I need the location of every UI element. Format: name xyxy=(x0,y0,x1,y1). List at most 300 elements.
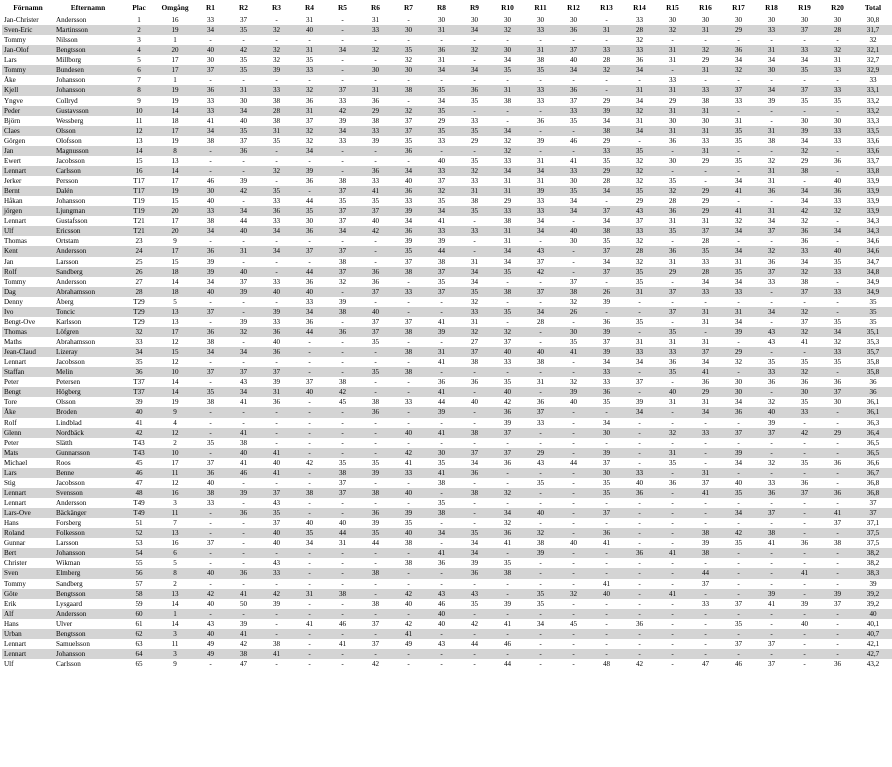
table-cell: 32 xyxy=(668,187,677,196)
table-cell: - xyxy=(407,549,410,558)
table-cell: - xyxy=(539,126,542,135)
table-cell: 34 xyxy=(503,257,512,266)
table-cell: 35 xyxy=(135,358,143,367)
table-cell: 31 xyxy=(503,227,512,236)
table-cell: - xyxy=(737,418,740,427)
table-cell: 38 xyxy=(206,398,215,407)
table-cell: - xyxy=(770,106,773,115)
table-cell: 37 xyxy=(701,348,710,357)
table-cell: 32 xyxy=(135,327,143,336)
table-cell: 36 xyxy=(305,96,314,105)
table-cell: - xyxy=(704,649,707,658)
table-cell: 31 xyxy=(635,86,644,95)
table-cell: 39 xyxy=(239,177,248,185)
table-cell: 40 xyxy=(305,26,314,35)
table-cell: 35 xyxy=(635,317,644,326)
table-cell: 34,8 xyxy=(866,267,880,276)
table-cell: 35 xyxy=(635,277,644,286)
table-cell: 13 xyxy=(171,156,179,165)
table-cell: 39 xyxy=(272,66,281,75)
table-cell: 32 xyxy=(767,156,776,165)
table-cell: 6 xyxy=(173,549,177,558)
table-cell: 31 xyxy=(668,257,677,266)
table-cell: - xyxy=(737,579,740,588)
table-cell: 35 xyxy=(239,66,248,75)
table-cell: 33 xyxy=(602,378,611,387)
table-cell: 34,9 xyxy=(866,277,880,286)
table-cell: - xyxy=(572,317,575,326)
table-cell: 31 xyxy=(668,126,677,135)
table-cell: 30 xyxy=(668,116,677,125)
table-cell: 39,2 xyxy=(866,589,880,598)
table-cell: 38 xyxy=(536,539,545,548)
table-cell: 31 xyxy=(635,338,644,346)
table-cell: 29 xyxy=(734,348,743,357)
table-cell: - xyxy=(341,166,344,175)
table-cell: - xyxy=(275,549,278,558)
table-row xyxy=(2,186,892,196)
table-cell: - xyxy=(770,579,773,588)
table-cell: - xyxy=(671,639,674,648)
table-cell: - xyxy=(572,509,575,518)
table-cell: 28 xyxy=(701,267,710,276)
table-cell: - xyxy=(836,408,839,417)
table-cell: - xyxy=(473,660,476,668)
table-cell: 37 xyxy=(206,539,215,548)
table-cell: 44 xyxy=(701,569,710,578)
last-name-cell: Högberg xyxy=(56,388,81,397)
table-cell: 37 xyxy=(404,257,413,266)
table-cell: 35 xyxy=(602,478,611,487)
table-cell: - xyxy=(506,649,509,658)
table-cell: 33 xyxy=(338,136,347,145)
table-cell: 31 xyxy=(701,468,710,477)
last-name-cell: Bengtsson xyxy=(56,629,86,638)
table-cell: 37 xyxy=(833,599,842,608)
last-name-cell: Ljungman xyxy=(56,207,86,216)
table-cell: - xyxy=(440,569,443,578)
last-name-cell: Nilsson xyxy=(56,36,78,45)
table-cell: 29 xyxy=(701,187,710,196)
table-cell: 19 xyxy=(171,398,179,407)
table-cell: 29 xyxy=(701,388,710,397)
table-cell: 34 xyxy=(503,509,512,518)
table-cell: - xyxy=(704,629,707,638)
table-cell: - xyxy=(572,488,575,497)
table-cell: 14 xyxy=(135,146,143,155)
table-row xyxy=(2,65,892,75)
table-cell: 32 xyxy=(404,106,413,115)
table-cell: - xyxy=(836,36,839,45)
table-cell: - xyxy=(638,639,641,648)
table-cell: - xyxy=(308,398,311,407)
table-cell: 36 xyxy=(767,378,776,387)
table-cell: 30 xyxy=(767,66,776,75)
table-cell: - xyxy=(539,428,542,437)
table-cell: 35 xyxy=(404,519,413,528)
table-cell: 34 xyxy=(800,136,809,145)
table-cell: - xyxy=(671,66,674,75)
table-cell: 36 xyxy=(206,468,215,477)
table-cell: 40 xyxy=(437,609,446,618)
table-cell: 33 xyxy=(800,247,809,256)
first-name-cell: Denny xyxy=(4,297,23,306)
table-cell: 47 xyxy=(701,660,710,668)
table-cell: - xyxy=(638,539,641,548)
table-cell: - xyxy=(374,579,377,588)
table-cell: 13 xyxy=(171,529,179,538)
table-cell: 14 xyxy=(171,277,179,286)
table-cell: 37 xyxy=(800,287,809,296)
table-cell: 30 xyxy=(239,96,248,105)
table-row xyxy=(2,75,892,85)
table-row xyxy=(2,226,892,236)
table-cell: 44 xyxy=(305,327,314,336)
table-cell: 31 xyxy=(536,46,545,55)
table-cell: 35 xyxy=(767,358,776,367)
table-row xyxy=(2,307,892,317)
table-cell: - xyxy=(374,156,377,165)
table-cell: T17 xyxy=(133,187,145,196)
table-cell: 31 xyxy=(833,56,842,65)
table-cell: 33 xyxy=(767,277,776,286)
table-cell: 36 xyxy=(437,46,446,55)
table-cell: - xyxy=(275,358,278,367)
last-name-cell: Jacobsson xyxy=(56,156,85,165)
table-cell: 36 xyxy=(569,26,578,35)
table-cell: 42 xyxy=(135,428,143,437)
table-cell: - xyxy=(638,519,641,528)
table-cell: 32 xyxy=(602,66,611,75)
table-cell: 41 xyxy=(437,428,446,437)
first-name-cell: Yngve xyxy=(4,96,23,105)
table-cell: - xyxy=(671,438,674,447)
table-cell: - xyxy=(275,408,278,417)
table-cell: 35 xyxy=(734,136,743,145)
table-cell: - xyxy=(209,529,212,538)
table-cell: - xyxy=(803,649,806,658)
table-cell: 38 xyxy=(437,478,446,487)
table-cell: 29 xyxy=(668,267,677,276)
table-cell: 34 xyxy=(536,619,545,628)
table-cell: - xyxy=(572,579,575,588)
table-cell: 39 xyxy=(239,287,248,296)
table-cell: 31 xyxy=(701,126,710,135)
table-cell: - xyxy=(671,317,674,326)
table-cell: 34 xyxy=(734,277,743,286)
first-name-cell: Görgen xyxy=(4,136,26,145)
table-cell: 19 xyxy=(171,86,179,95)
table-cell: - xyxy=(671,509,674,518)
table-cell: 34 xyxy=(767,307,776,316)
first-name-cell: Kent xyxy=(4,247,18,256)
table-cell: 28 xyxy=(135,287,143,296)
table-cell: - xyxy=(374,247,377,256)
table-cell: - xyxy=(275,609,278,618)
last-name-cell: Larsson xyxy=(56,539,79,548)
table-cell: 39 xyxy=(206,267,215,276)
first-name-cell: Tommy xyxy=(4,66,26,75)
table-cell: 34 xyxy=(239,207,248,216)
table-cell: 32 xyxy=(569,378,578,387)
table-cell: 2 xyxy=(137,26,141,35)
table-cell: - xyxy=(737,197,740,206)
table-cell: - xyxy=(242,338,245,346)
table-cell: 31 xyxy=(305,106,314,115)
first-name-cell: Hans xyxy=(4,619,19,628)
table-cell: 28 xyxy=(602,177,611,185)
first-name-cell: Mats xyxy=(4,448,19,457)
table-cell: 42 xyxy=(206,589,215,598)
table-cell: - xyxy=(836,499,839,507)
table-cell: 36 xyxy=(635,488,644,497)
table-cell: - xyxy=(671,378,674,387)
table-cell: 37 xyxy=(371,207,380,216)
table-cell: 36 xyxy=(767,187,776,196)
table-cell: - xyxy=(572,468,575,477)
table-row xyxy=(2,558,892,568)
table-cell: - xyxy=(407,579,410,588)
table-cell: 35 xyxy=(272,509,281,518)
table-row xyxy=(2,458,892,468)
table-cell: - xyxy=(803,559,806,568)
results-table xyxy=(2,0,892,669)
table-cell: 14 xyxy=(171,106,179,115)
table-cell: 33 xyxy=(305,66,314,75)
table-cell: 35 xyxy=(272,187,281,196)
table-cell: 34 xyxy=(206,26,215,35)
table-cell: 35 xyxy=(833,358,842,367)
column-header: R4 xyxy=(304,3,315,12)
table-cell: 13 xyxy=(171,589,179,598)
table-row xyxy=(2,468,892,478)
last-name-cell: Olsson xyxy=(56,398,76,407)
table-cell: - xyxy=(671,649,674,658)
table-cell: - xyxy=(440,438,443,447)
table-cell: 32 xyxy=(833,338,842,346)
column-header: R8 xyxy=(436,3,447,12)
table-cell: 29 xyxy=(602,166,611,175)
table-cell: - xyxy=(638,428,641,437)
table-cell: - xyxy=(341,26,344,35)
table-cell: 38 xyxy=(272,96,281,105)
table-cell: - xyxy=(275,36,278,45)
table-cell: 34 xyxy=(305,146,314,155)
table-cell: 36,1 xyxy=(866,398,880,407)
table-cell: 35 xyxy=(800,66,809,75)
table-cell: 34,6 xyxy=(866,237,880,246)
table-cell: 32 xyxy=(800,217,809,226)
table-cell: 39 xyxy=(569,388,578,397)
table-row xyxy=(2,407,892,417)
table-cell: 34 xyxy=(536,166,545,175)
last-name-cell: Broden xyxy=(56,408,77,417)
table-cell: 35 xyxy=(536,66,545,75)
table-cell: 38 xyxy=(569,287,578,296)
table-cell: 32,9 xyxy=(866,66,880,75)
table-cell: 35 xyxy=(635,146,644,155)
table-cell: 36 xyxy=(503,529,512,538)
table-row xyxy=(2,428,892,438)
table-cell: 29 xyxy=(635,197,644,206)
table-row xyxy=(2,619,892,629)
table-cell: - xyxy=(341,649,344,658)
table-cell: - xyxy=(572,629,575,638)
table-cell: 29 xyxy=(602,96,611,105)
table-cell: 32 xyxy=(833,46,842,55)
table-cell: 44 xyxy=(437,398,446,407)
table-cell: - xyxy=(572,569,575,578)
table-cell: 34 xyxy=(635,96,644,105)
table-cell: - xyxy=(407,569,410,578)
table-cell: 40 xyxy=(404,428,413,437)
table-cell: 34 xyxy=(272,227,281,236)
table-cell: - xyxy=(605,619,608,628)
table-cell: 36 xyxy=(833,187,842,196)
table-cell: 38,2 xyxy=(866,549,880,558)
table-cell: - xyxy=(770,519,773,528)
table-cell: 41 xyxy=(404,629,413,638)
table-cell: - xyxy=(209,418,212,427)
table-cell: 31 xyxy=(734,116,743,125)
table-cell: - xyxy=(407,76,410,85)
last-name-cell: Slätth xyxy=(56,438,73,447)
column-header: R3 xyxy=(271,3,282,12)
table-cell: 32 xyxy=(635,237,644,246)
table-cell: 42 xyxy=(734,529,743,538)
last-name-cell: Gustafsson xyxy=(56,217,88,226)
table-cell: 33,8 xyxy=(866,166,880,175)
table-cell: 31 xyxy=(536,378,545,387)
table-cell: 39,2 xyxy=(866,599,880,608)
table-cell: 35 xyxy=(371,368,380,377)
table-cell: 42 xyxy=(371,660,380,668)
column-header: Förnamn xyxy=(13,3,43,12)
table-cell: 38 xyxy=(404,539,413,548)
table-cell: 36 xyxy=(470,569,479,578)
table-cell: - xyxy=(572,549,575,558)
table-cell: 33 xyxy=(635,46,644,55)
table-cell: - xyxy=(374,499,377,507)
table-cell: 31 xyxy=(767,177,776,185)
table-cell: - xyxy=(341,368,344,377)
table-cell: 33 xyxy=(470,307,479,316)
table-cell: 41 xyxy=(767,539,776,548)
table-cell: 41 xyxy=(338,639,347,648)
table-cell: 33 xyxy=(800,46,809,55)
table-cell: 42 xyxy=(503,398,512,407)
table-cell: 30 xyxy=(470,16,479,24)
table-cell: 36 xyxy=(470,378,479,387)
table-cell: 35 xyxy=(602,156,611,165)
table-cell: 33 xyxy=(470,116,479,125)
table-cell: 30 xyxy=(800,116,809,125)
table-cell: - xyxy=(704,509,707,518)
table-cell: 36 xyxy=(272,327,281,336)
table-cell: 35 xyxy=(470,287,479,296)
table-cell: 41 xyxy=(135,418,143,427)
table-cell: 36 xyxy=(503,408,512,417)
table-cell: 37,1 xyxy=(866,519,880,528)
table-cell: - xyxy=(737,549,740,558)
table-cell: - xyxy=(572,247,575,256)
table-cell: 43 xyxy=(272,499,281,507)
table-cell: 35 xyxy=(239,56,248,65)
table-cell: 41 xyxy=(701,488,710,497)
table-cell: 1 xyxy=(173,76,177,85)
last-name-cell: Abrahamsson xyxy=(56,338,96,346)
table-cell: 31 xyxy=(767,46,776,55)
table-cell: 31 xyxy=(668,448,677,457)
table-cell: 32 xyxy=(734,358,743,367)
table-cell: - xyxy=(605,16,608,24)
table-cell: - xyxy=(671,297,674,306)
table-cell: - xyxy=(242,156,245,165)
last-name-cell: Carlsson xyxy=(56,660,81,668)
table-cell: - xyxy=(209,448,212,457)
table-cell: 36 xyxy=(800,478,809,487)
table-cell: 49 xyxy=(404,639,413,648)
table-cell: - xyxy=(770,317,773,326)
table-cell: 46 xyxy=(135,468,143,477)
table-cell: 37 xyxy=(437,177,446,185)
table-cell: - xyxy=(341,16,344,24)
table-cell: 36 xyxy=(668,136,677,145)
table-cell: - xyxy=(374,559,377,568)
table-cell: - xyxy=(638,448,641,457)
table-row xyxy=(2,377,892,387)
table-cell: - xyxy=(671,559,674,568)
table-cell: 36 xyxy=(833,458,842,467)
table-cell: 12 xyxy=(171,478,179,487)
table-cell: 36 xyxy=(404,187,413,196)
table-cell: 36 xyxy=(833,660,842,668)
table-cell: 42 xyxy=(404,619,413,628)
last-name-cell: Ulver xyxy=(56,619,73,628)
table-cell: 33,2 xyxy=(866,106,880,115)
table-cell: - xyxy=(473,509,476,518)
table-cell: 35 xyxy=(206,438,215,447)
table-cell: 35 xyxy=(734,156,743,165)
table-cell: 37 xyxy=(800,317,809,326)
table-cell: 65 xyxy=(135,660,143,668)
table-cell: 31 xyxy=(635,116,644,125)
table-cell: - xyxy=(374,629,377,638)
table-cell: 30 xyxy=(833,398,842,407)
table-row xyxy=(2,287,892,297)
table-cell: 40 xyxy=(239,116,248,125)
table-row xyxy=(2,15,892,25)
table-cell: - xyxy=(638,589,641,598)
table-cell: - xyxy=(275,428,278,437)
table-cell: 34 xyxy=(437,66,446,75)
table-cell: 42 xyxy=(800,428,809,437)
table-row xyxy=(2,116,892,126)
table-cell: 35 xyxy=(272,136,281,145)
table-cell: 39 xyxy=(338,297,347,306)
first-name-cell: Bernt xyxy=(4,187,20,196)
table-cell: 50 xyxy=(239,599,248,608)
table-cell: - xyxy=(374,297,377,306)
table-cell: 35 xyxy=(800,96,809,105)
table-cell: - xyxy=(242,478,245,487)
table-cell: 31 xyxy=(239,247,248,256)
table-cell: - xyxy=(407,609,410,618)
table-cell: 40 xyxy=(536,348,545,357)
table-cell: - xyxy=(671,599,674,608)
table-cell: - xyxy=(803,579,806,588)
table-cell: - xyxy=(374,378,377,387)
